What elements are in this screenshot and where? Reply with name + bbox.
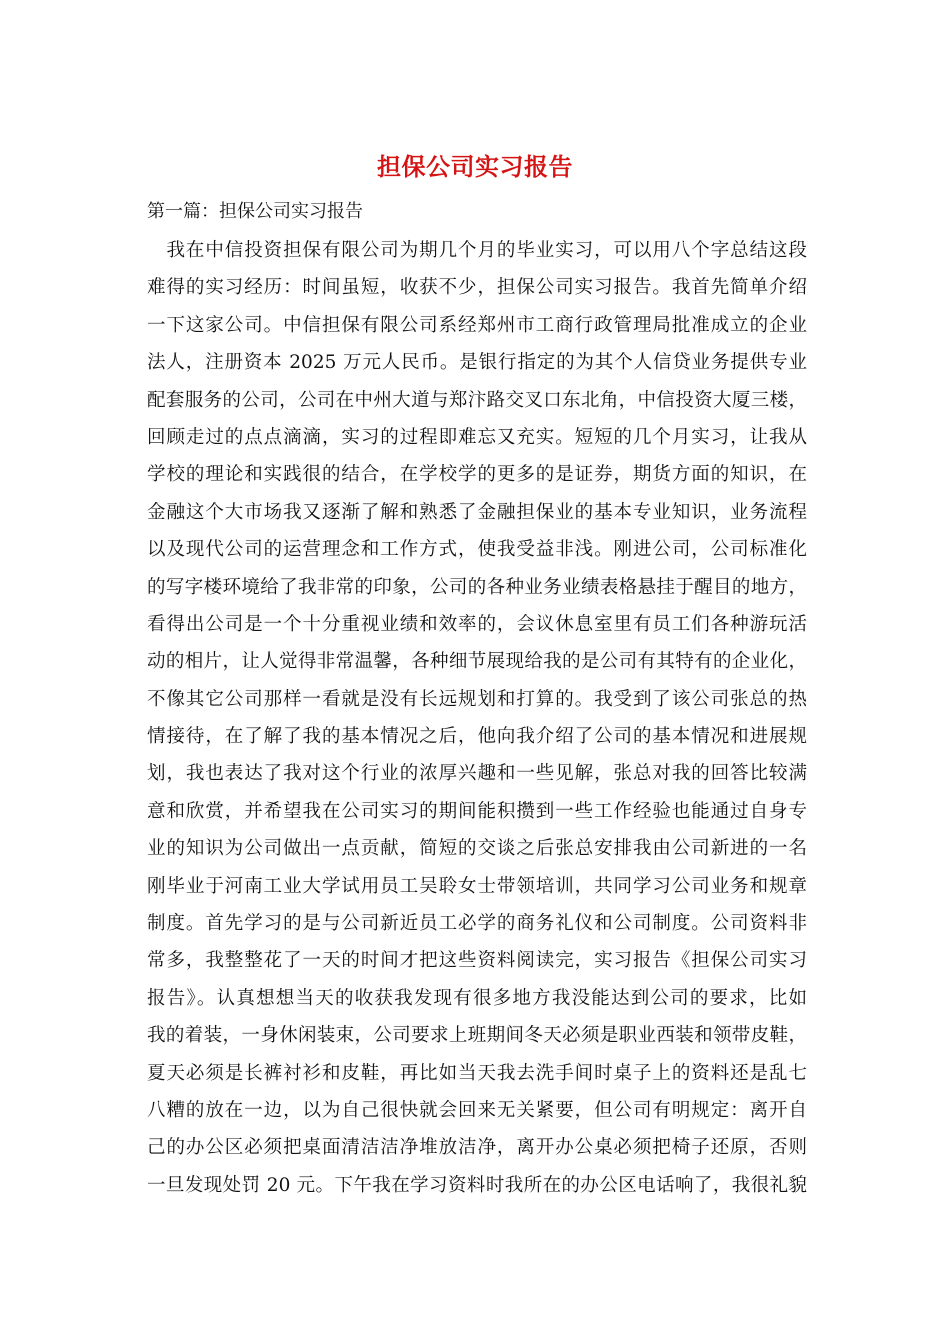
text-line: 一下这家公司。中信担保有限公司系经郑州市工商行政管理局批准成立的企业	[147, 314, 807, 336]
text-line: 业的知识为公司做出一点贡献，简短的交谈之后张总安排我由公司新进的一名	[147, 838, 807, 860]
text-line: 意和欣赏，并希望我在公司实习的期间能积攒到一些工作经验也能通过自身专	[147, 800, 807, 822]
text-line: 配套服务的公司，公司在中州大道与郑汴路交叉口东北角，中信投资大厦三楼，	[147, 389, 807, 411]
text-line: 划，我也表达了我对这个行业的浓厚兴趣和一些见解，张总对我的回答比较满	[147, 763, 807, 785]
text-line: 学校的理论和实践很的结合，在学校学的更多的是证券，期货方面的知识，在	[147, 464, 807, 486]
text-line: 以及现代公司的运营理念和工作方式，使我受益非浅。刚进公司，公司标准化	[147, 539, 807, 561]
text-line: 情接待，在了解了我的基本情况之后，他向我介绍了公司的基本情况和进展规	[147, 726, 807, 748]
text-line: 法人，注册资本 2025 万元人民币。是银行指定的为其个人信贷业务提供专业	[147, 352, 807, 374]
text-line: 我的着装，一身休闲装束，公司要求上班期间冬天必须是职业西装和领带皮鞋，	[147, 1025, 807, 1047]
text-line: 看得出公司是一个十分重视业绩和效率的，会议休息室里有员工们各种游玩活	[147, 613, 807, 635]
text-line: 动的相片，让人觉得非常温馨，各种细节展现给我的是公司有其特有的企业化，	[147, 651, 807, 673]
text-line: 回顾走过的点点滴滴，实习的过程即难忘又充实。短短的几个月实习，让我从	[147, 426, 807, 448]
text-line: 金融这个大市场我又逐渐了解和熟悉了金融担保业的基本专业知识，业务流程	[147, 501, 807, 523]
text-line: 己的办公区必须把桌面清洁洁净堆放洁净，离开办公桌必须把椅子还原，否则	[147, 1137, 807, 1159]
text-line: 制度。首先学习的是与公司新近员工必学的商务礼仪和公司制度。公司资料非	[147, 913, 807, 935]
document-title: 担保公司实习报告	[377, 152, 573, 181]
text-line: 的写字楼环境给了我非常的印象，公司的各种业务业绩表格悬挂于醒目的地方，	[147, 576, 807, 598]
section-heading: 第一篇：担保公司实习报告	[147, 201, 363, 222]
text-line: 难得的实习经历：时间虽短，收获不少，担保公司实习报告。我首先简单介绍	[147, 277, 807, 299]
body-text	[147, 232, 807, 1204]
text-line: 不像其它公司那样一看就是没有长远规划和打算的。我受到了该公司张总的热	[147, 688, 807, 710]
text-line: 我在中信投资担保有限公司为期几个月的毕业实习，可以用八个字总结这段	[147, 240, 807, 261]
text-line: 报告》。认真想想当天的收获我发现有很多地方我没能达到公司的要求，比如	[147, 987, 807, 1009]
text-line: 常多，我整整花了一天的时间才把这些资料阅读完，实习报告《担保公司实习	[147, 950, 807, 972]
text-line: 夏天必须是长裤衬衫和皮鞋，再比如当天我去洗手间时桌子上的资料还是乱七	[147, 1062, 807, 1084]
text-line: 八糟的放在一边，以为自己很快就会回来无关紧要，但公司有明规定：离开自	[147, 1099, 807, 1121]
text-line: 刚毕业于河南工业大学试用员工吴聆女士带领培训，共同学习公司业务和规章	[147, 875, 807, 897]
text-line: 一旦发现处罚 20 元。下午我在学习资料时我所在的办公区电话响了，我很礼貌	[147, 1174, 807, 1196]
